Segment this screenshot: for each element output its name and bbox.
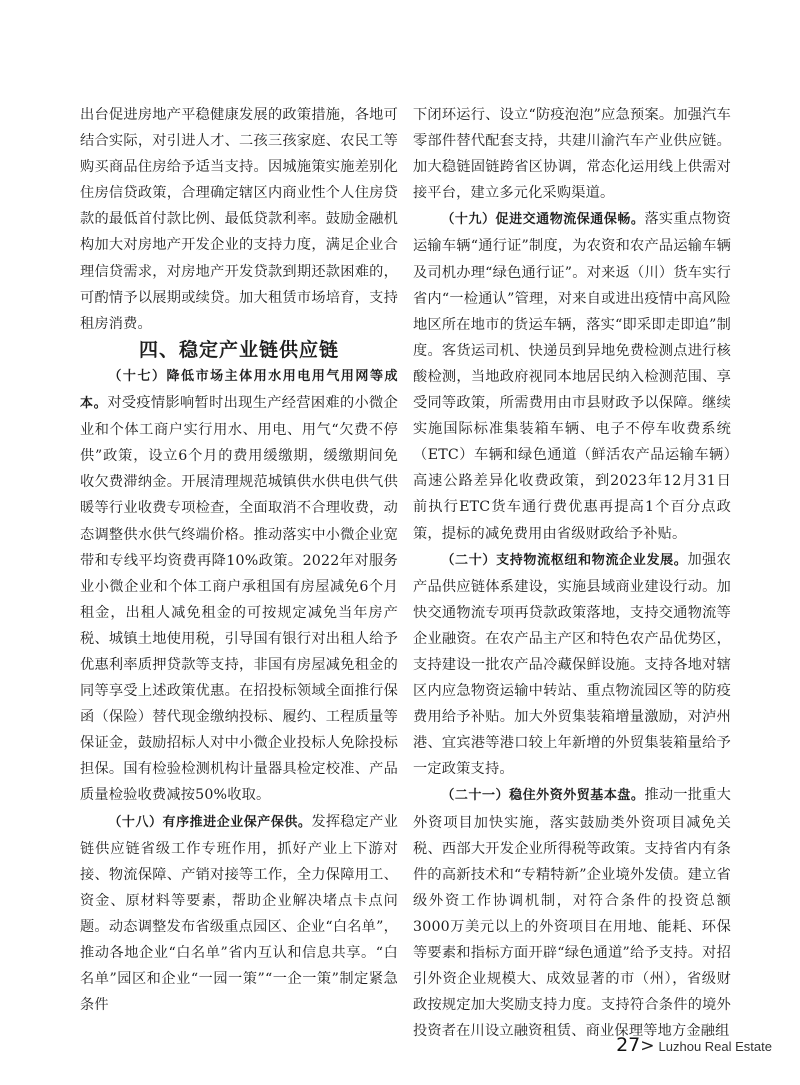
left-column — [80, 102, 398, 1018]
paragraph-17-lead: （十七）降低市场主体用水用电用气用网等成本。 — [80, 368, 398, 412]
paragraph-continued: 下闭环运行、设立“防疫泡泡”应急预案。加强汽车零部件替代配套支持，共建川渝汽车产业供应链。加大稳链固链跨省区协调，常态化运用线上供需对接平台，建立多元化采购渠道。 — [413, 107, 731, 202]
paragraph-17 — [80, 363, 398, 809]
paragraph-housing-policy: 出台促进房地产平稳健康发展的政策措施，各地可结合实际，对引进人才、二孩三孩家庭、农民工等购买商品住房给予适当支持。因城施策实施差别化住房信贷政策，合理确定辖区内商业性个人住房贷款的最低首付款比例、最低贷款利率。鼓励金融机构加大对房地产开发企业的支持力度，满足企业合理信贷需求，对房地产开发贷款到期还款困难的，可酌情予以展期或续贷。加大租赁市场培育，支持租房消费。 — [80, 107, 398, 332]
page-number: 27 — [616, 1034, 641, 1056]
paragraph-17-body: 对受疫情影响暂时出现生产经营困难的小微企业和个体工商户实行用水、用电、用气“欠费不停供”政策，设立6个月的费用缓缴期，缓缴期间免收欠费滞纳金。开展清理规范城镇供水供电供气供暖等行业收费专项检查，全面取消不合理收费，动态调整供水供气终端价格。推动落实中小微企业宽带和专线平均资费再降10%政策。2022年对服务业小微企业和个体工商户承租国有房屋减免6个月租金，出租人减免租金的可按规定减免当年房产税、城镇土地使用税，引导国有银行对出租人给予优惠利率质押贷款等支持，非国有房屋减免租金的同等享受上述政策优惠。在招投标领域全面推行保函（保险）替代现金缴纳投标、履约、工程质量等保证金，鼓励招标人对中小微企业投标人免除投标担保。国有检验检测机构计量器具检定校准、产品质量检验收费减按50%收取。 — [80, 395, 398, 804]
paragraph-20-lead: （二十）支持物流枢纽和物流企业发展。 — [441, 552, 688, 568]
paragraph-20 — [413, 547, 731, 783]
paragraph-18-body: 发挥稳定产业链供应链省级工作专班作用，抓好产业上下游对接、物流保障、产销对接等工作，全力保障用工、资金、原材料等要素，帮助企业解决堵点卡点问题。动态调整发布省级重点园区、企业“白名单”，推动各地企业“白名单”省内互认和信息共享。“白名单”园区和企业“一园一策”“一企一策”制定紧急条件 — [80, 813, 398, 1014]
right-column — [413, 102, 731, 1044]
arrow-icon: > — [640, 1036, 655, 1056]
magazine-name: Luzhou Real Estate — [658, 1039, 772, 1054]
paragraph-18-lead: （十八）有序推进企业保产保供。 — [108, 814, 312, 830]
paragraph-19-body: 落实重点物资运输车辆“通行证”制度，为农资和农产品运输车辆及司机办理“绿色通行证”。对来返（川）货车实行省内“一检通认”管理，对来自或进出疫情中高风险地区所在地市的货运车辆，落实“即采即走即追”制度。客货运司机、快递员到异地免费检测点进行核酸检测，当地政府视同本地居民纳入检测范围、享受同等政策，所需费用由市县财政予以保障。继续实施国际标准集装箱车辆、电子不停车收费系统（ETC）车辆和绿色通道（鲜活农产品运输车辆）高速公路差异化收费政策，到2023年12月31日前执行ETC货车通行费优惠再提高1个百分点政策，提标的减免费用由省级财政给予补贴。 — [413, 211, 731, 542]
paragraph-21 — [413, 782, 731, 1044]
paragraph-20-body: 加强农产品供应链体系建设，实施县域商业建设行动。加快交通物流专项再贷款政策落地，支持交通物流等企业融资。在农产品主产区和特色农产品优势区，支持建设一批农产品冷藏保鲜设施。支持各地对辖区内应急物资运输中转站、重点物流园区等的防疫费用给予补贴。加大外贸集装箱增量激励，对泸州港、宜宾港等港口较上年新增的外贸集装箱量给予一定政策支持。 — [413, 551, 731, 778]
paragraph-21-body: 推动一批重大外资项目加快实施，落实鼓励类外资项目减免关税、西部大开发企业所得税等政策。支持省内有条件的高新技术和“专精特新”企业境外发债。建立省级外资工作协调机制，对符合条件的投资总额3000万美元以上的外资项目在用地、能耗、环保等要素和指标方面开辟“绿色通道”给予支持。对招引外资企业规模大、成效显著的市（州），省级财政按规定加大奖励支持力度。支持符合条件的境外投资者在川设立融资租赁、商业保理等地方金融组 — [413, 787, 731, 1040]
paragraph-18 — [80, 809, 398, 1019]
paragraph-19 — [413, 206, 731, 546]
page-footer — [616, 1034, 772, 1056]
paragraph-19-lead: （十九）促进交通物流保通保畅。 — [441, 212, 645, 228]
section-heading: 四、稳定产业链供应链 — [138, 338, 339, 361]
paragraph-21-lead: （二十一）稳住外资外贸基本盘。 — [441, 788, 645, 804]
